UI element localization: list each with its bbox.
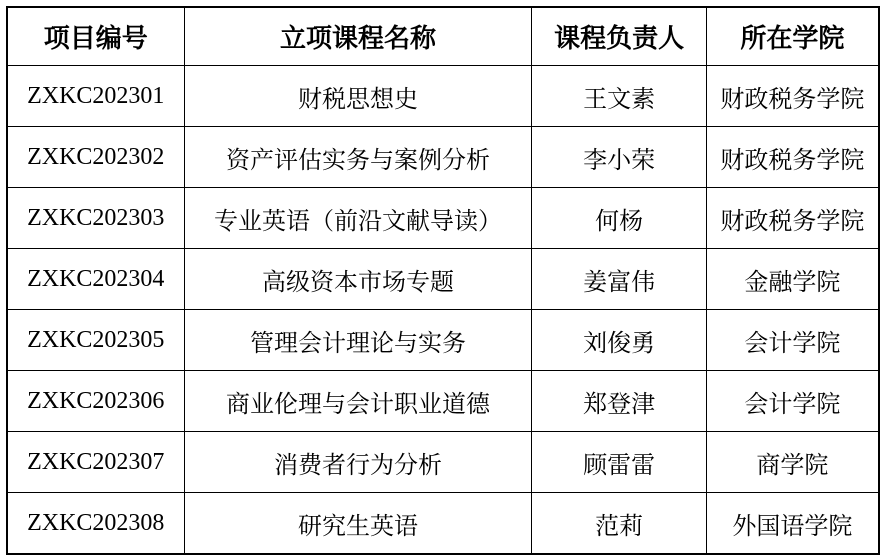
table-row — [7, 66, 879, 127]
college-cell: 会计学院 — [706, 310, 879, 371]
course-name-cell: 管理会计理论与实务 — [184, 310, 532, 371]
college-cell: 财政税务学院 — [706, 188, 879, 249]
course-leader-cell: 何杨 — [532, 188, 706, 249]
column-header-college: 所在学院 — [706, 7, 879, 66]
table-row — [7, 249, 879, 310]
course-leader-cell: 刘俊勇 — [532, 310, 706, 371]
course-leader-cell: 姜富伟 — [532, 249, 706, 310]
course-leader-cell: 范莉 — [532, 493, 706, 555]
project-id-cell: ZXKC202308 — [7, 493, 184, 555]
table-row — [7, 432, 879, 493]
course-leader-cell: 李小荣 — [532, 127, 706, 188]
project-id-cell: ZXKC202304 — [7, 249, 184, 310]
table-row — [7, 127, 879, 188]
college-cell: 金融学院 — [706, 249, 879, 310]
course-leader-cell: 顾雷雷 — [532, 432, 706, 493]
approved-courses-table — [6, 6, 880, 555]
course-name-cell: 资产评估实务与案例分析 — [184, 127, 532, 188]
college-cell: 会计学院 — [706, 371, 879, 432]
project-id-cell: ZXKC202307 — [7, 432, 184, 493]
table-row — [7, 188, 879, 249]
course-leader-cell: 王文素 — [532, 66, 706, 127]
course-name-cell: 财税思想史 — [184, 66, 532, 127]
column-header-project-id: 项目编号 — [7, 7, 184, 66]
table-body — [7, 66, 879, 555]
project-id-cell: ZXKC202306 — [7, 371, 184, 432]
column-header-course-name: 立项课程名称 — [184, 7, 532, 66]
project-id-cell: ZXKC202303 — [7, 188, 184, 249]
college-cell: 外国语学院 — [706, 493, 879, 555]
course-name-cell: 高级资本市场专题 — [184, 249, 532, 310]
course-name-cell: 研究生英语 — [184, 493, 532, 555]
course-leader-cell: 郑登津 — [532, 371, 706, 432]
course-name-cell: 商业伦理与会计职业道德 — [184, 371, 532, 432]
table-row — [7, 310, 879, 371]
college-cell: 财政税务学院 — [706, 66, 879, 127]
column-header-course-leader: 课程负责人 — [532, 7, 706, 66]
college-cell: 商学院 — [706, 432, 879, 493]
header-row — [7, 7, 879, 66]
project-id-cell: ZXKC202302 — [7, 127, 184, 188]
college-cell: 财政税务学院 — [706, 127, 879, 188]
course-name-cell: 专业英语（前沿文献导读） — [184, 188, 532, 249]
project-id-cell: ZXKC202301 — [7, 66, 184, 127]
project-id-cell: ZXKC202305 — [7, 310, 184, 371]
course-name-cell: 消费者行为分析 — [184, 432, 532, 493]
table-row — [7, 493, 879, 555]
table-row — [7, 371, 879, 432]
